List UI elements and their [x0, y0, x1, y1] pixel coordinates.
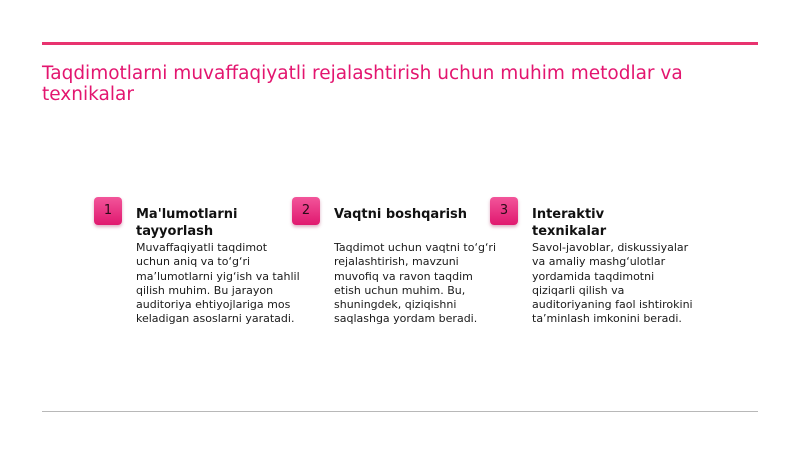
number-badge-2: 2 — [292, 197, 320, 225]
method-item-1 — [94, 197, 300, 337]
method-title-3: Interaktiv texnikalar — [532, 207, 607, 239]
number-badge-1: 1 — [94, 197, 122, 225]
method-description-3: Savol-javoblar, diskussiyalar va amaliy mashg‘ulotlar yordamida taqdimotni qiziqarli qilish va auditoriyaning faol ishtirokini ta’minlash imkonini beradi. — [532, 241, 693, 326]
number-badge-3: 3 — [490, 197, 518, 225]
bottom-divider — [42, 411, 758, 412]
method-description-2: Taqdimot uchun vaqtni to‘g‘ri rejalashtirish, mavzuni muvofiq va ravon taqdim etish uchun muhim. Bu, shuningdek, qiziqishni saqlashga yordam beradi. — [334, 241, 497, 326]
method-item-3 — [490, 197, 693, 337]
top-divider — [42, 42, 758, 45]
method-title-2: Vaqtni boshqarish — [334, 207, 468, 222]
method-title-1: Ma'lumotlarni tayyorlash — [136, 207, 238, 239]
method-item-2 — [292, 197, 497, 337]
slide-title: Taqdimotlarni muvaffaqiyatli rejalashtirish uchun muhim metodlar va texnikalar — [42, 63, 683, 105]
method-description-1: Muvaffaqiyatli taqdimot uchun aniq va to‘g‘ri ma’lumotlarni yig‘ish va tahlil qilish muhim. Bu jarayon auditoriya ehtiyojlariga mos keladigan asoslarni yaratadi. — [136, 241, 300, 326]
